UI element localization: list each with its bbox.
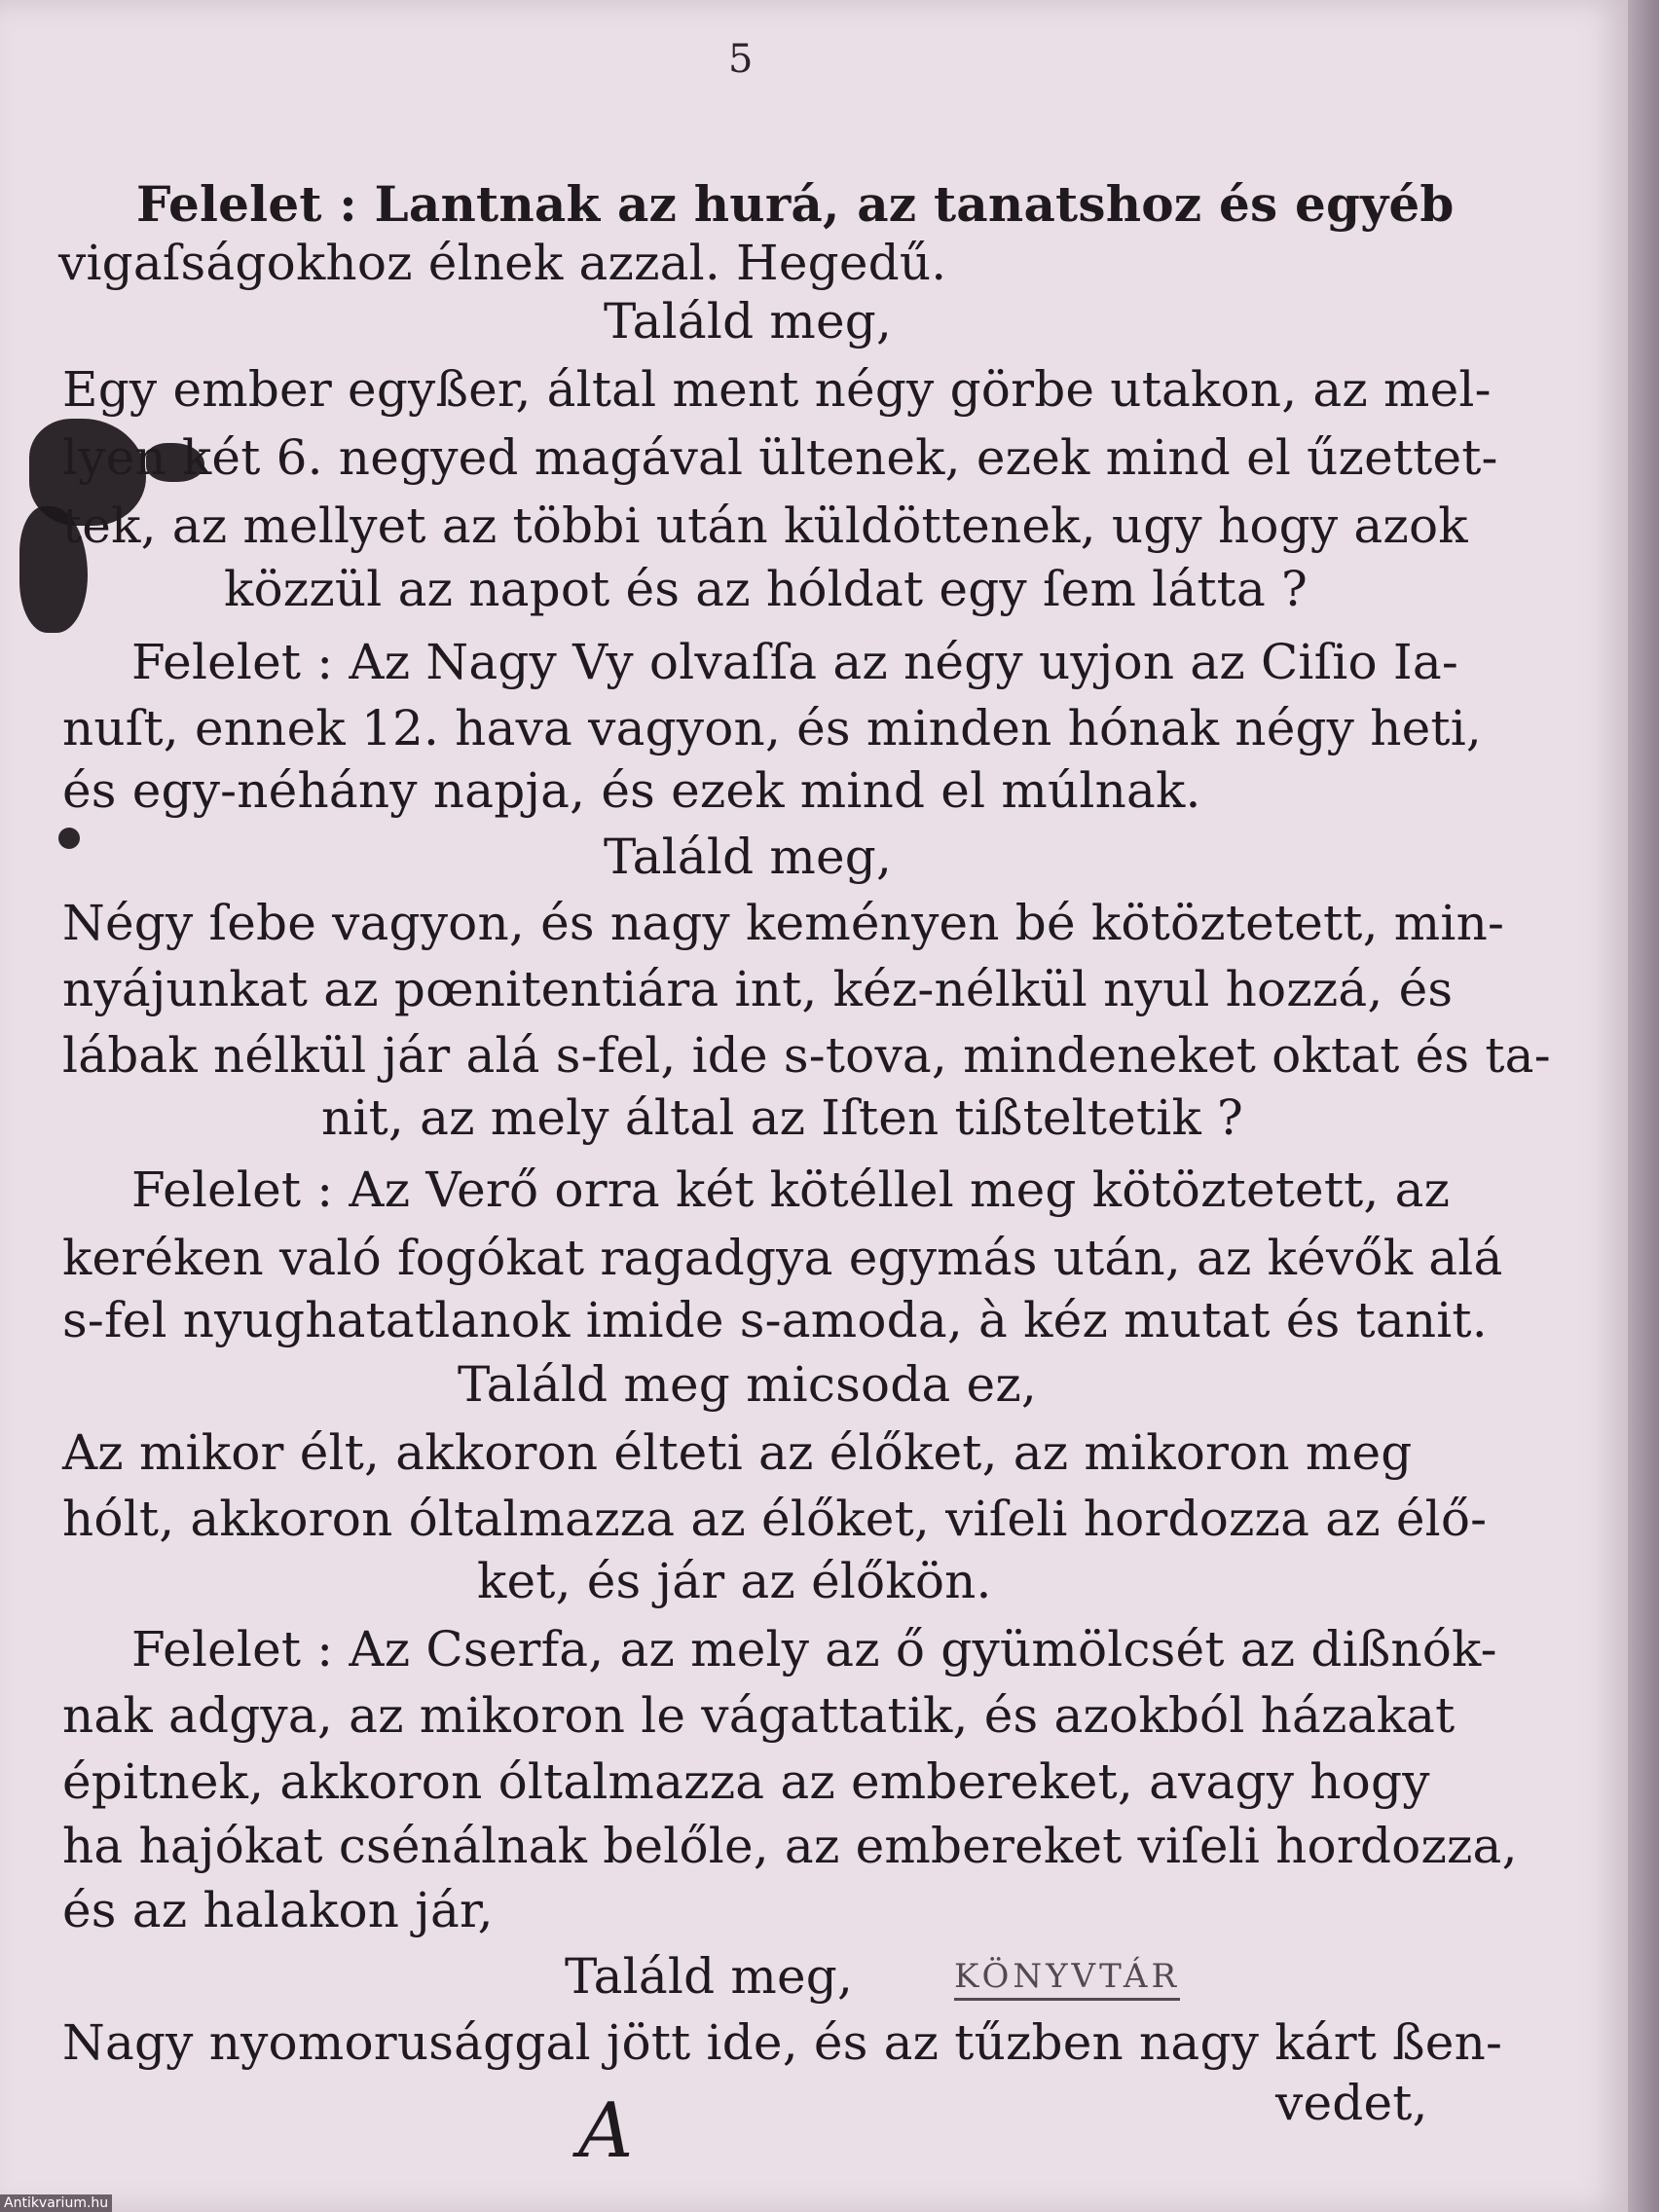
text-line: tek, az mellyet az többi után küldöttenek, ugy hogy azok [62, 498, 1468, 554]
text-line: és egy-néhány napja, és ezek mind el múlnak. [62, 762, 1201, 819]
text-line: Nagy nyomorusággal jött ide, és az tűzben nagy kárt ßen- [62, 2014, 1503, 2071]
text-line: ha hajókat csénálnak belőle, az embereket viſeli hordozza, [62, 1818, 1518, 1874]
text-line: vigaſságokhoz élnek azzal. Hegedű. [58, 235, 947, 291]
text-line: s-fel nyughatatlanok imide s-amoda, à kéz mutat és tanit. [62, 1292, 1488, 1348]
heading-line: Találd meg micsoda ez, [458, 1356, 1037, 1413]
text-line: és az halakon jár, [62, 1882, 494, 1938]
text-line: Felelet : Az Cserfa, az mely az ő gyümölcsét az dißnók- [131, 1621, 1497, 1677]
text-line: Felelet : Az Nagy Vy olvaſſa az négy uyjon az Ciſio Ia- [131, 634, 1458, 690]
text-line: nit, az mely által az Iſten tißteltetik ? [321, 1089, 1244, 1146]
text-line: Az mikor élt, akkoron élteti az élőket, az mikoron meg [62, 1424, 1413, 1481]
text-line: Felelet : Lantnak az hurá, az tanatshoz és egyéb [136, 175, 1455, 233]
text-line: közzül az napot és az hóldat egy ſem látta ? [224, 561, 1309, 617]
text-line: keréken való fogókat ragadgya egymás után, az kévők alá [62, 1230, 1503, 1286]
heading-line: Találd meg, [604, 829, 893, 885]
text-line: hólt, akkoron óltalmazza az élőket, viſeli hordozza az élő- [62, 1491, 1488, 1547]
heading-line: Találd meg, [604, 293, 893, 350]
page-number: 5 [728, 37, 754, 82]
text-line: épitnek, akkoron óltalmazza az embereket, avagy hogy [62, 1753, 1430, 1810]
text-line: ket, és jár az élőkön. [477, 1553, 992, 1609]
text-line: vedet, [1275, 2075, 1428, 2131]
watermark: Antikvarium.hu [0, 2194, 112, 2212]
page-edge [1628, 0, 1659, 2212]
text-line: lyen két 6. negyed magával ültenek, ezek mind el űzettet- [62, 429, 1498, 486]
text-line: nak adgya, az mikoron le vágattatik, és azokból házakat [62, 1687, 1456, 1744]
text-line: Négy ſebe vagyon, és nagy keményen bé kötöztetett, min- [62, 895, 1505, 951]
signature-mark: A [578, 2087, 634, 2175]
heading-line: Találd meg, [565, 1948, 854, 2005]
text-line: Felelet : Az Verő orra két kötéllel meg kötöztetett, az [131, 1161, 1451, 1218]
text-line: nuſt, ennek 12. hava vagyon, és minden hónak négy heti, [62, 700, 1482, 756]
library-stamp: KÖNYVTÁR [954, 1957, 1180, 2001]
text-line: nyájunkat az pœnitentiára int, kéz-nélkül nyul hozzá, és [62, 961, 1454, 1017]
text-line: Egy ember egyßer, által ment négy görbe utakon, az mel- [62, 361, 1492, 418]
ink-blot [58, 828, 80, 849]
text-line: lábak nélkül jár alá s-fel, ide s-tova, mindeneket oktat és ta- [62, 1027, 1551, 1084]
